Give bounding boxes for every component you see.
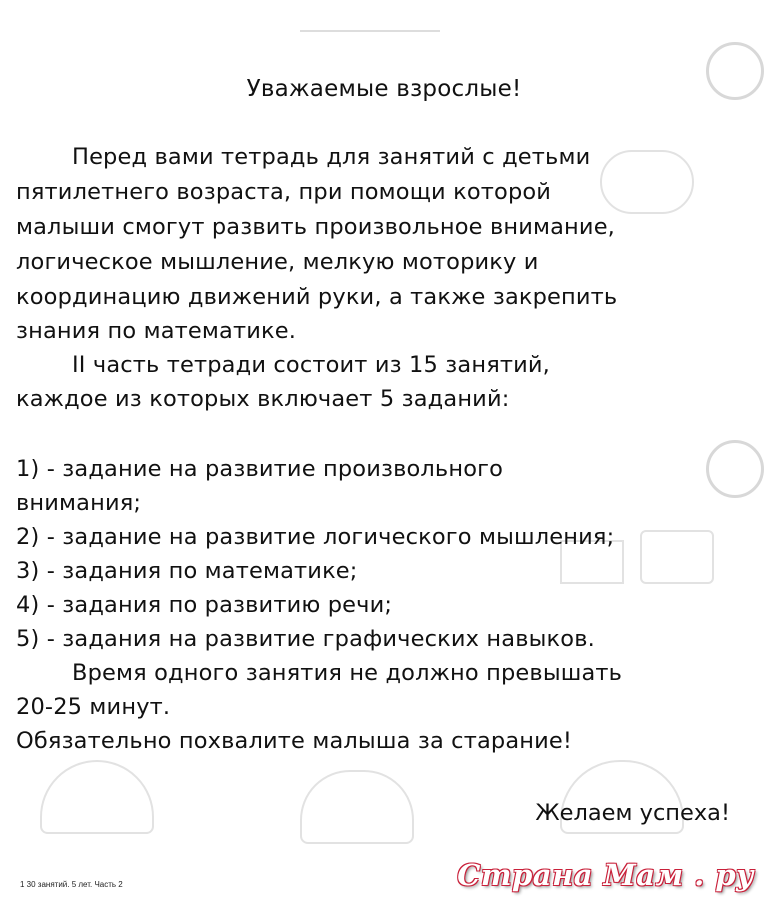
text-line: Перед вами тетрадь для занятий с детьми — [72, 144, 591, 170]
ghost-shape-1 — [600, 150, 694, 214]
ghost-shape-3 — [640, 530, 714, 584]
text-line: Время одного занятия не должно превышать — [72, 660, 623, 686]
ghost-shape-6 — [40, 760, 154, 834]
text-line: 20-25 минут. — [16, 694, 171, 720]
list-item: 4) - задания по развитию речи; — [16, 592, 393, 618]
text-line: малыши смогут развить произвольное внимание, — [16, 214, 615, 240]
closing-wish: Желаем успеха! — [535, 800, 730, 826]
ghost-circle-2 — [706, 440, 764, 498]
text-line: пятилетнего возраста, при помощи которой — [16, 179, 552, 205]
ghost-divider — [300, 30, 440, 32]
list-item: 5) - задания на развитие графических навыков. — [16, 626, 595, 652]
list-item: 1) - задание на развитие произвольного — [16, 456, 504, 482]
text-line: Обязательно похвалите малыша за старание! — [16, 728, 573, 754]
page-heading: Уважаемые взрослые! — [246, 76, 522, 102]
list-item: 3) - задания по математике; — [16, 558, 358, 584]
text-line: логическое мышление, мелкую моторику и — [16, 249, 539, 275]
text-line: координацию движений руки, а также закрепить — [16, 284, 618, 310]
text-line: знания по математике. — [16, 318, 297, 344]
page-footer: 1 30 занятий. 5 лет. Часть 2 — [20, 880, 123, 889]
text-line: каждое из которых включает 5 заданий: — [16, 386, 510, 412]
text-line: II часть тетради состоит из 15 занятий, — [72, 352, 550, 378]
site-watermark: Страна Мам . ру — [457, 858, 754, 892]
list-item: 2) - задание на развитие логического мышления; — [16, 524, 615, 550]
list-item-continuation: внимания; — [16, 490, 142, 516]
ghost-shape-4 — [300, 770, 414, 844]
